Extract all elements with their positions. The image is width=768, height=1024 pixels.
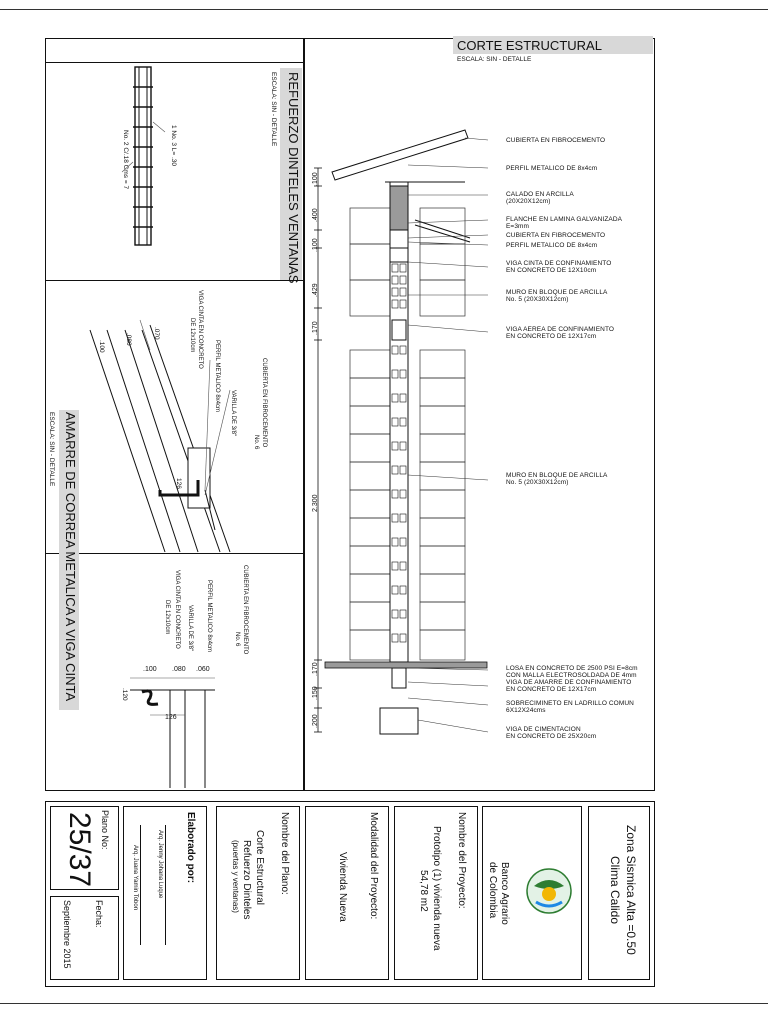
detail1-scale: ESCALA: SIN - DETALLE <box>270 72 277 147</box>
section-label-12: No. 5 (20X30X12cm) <box>506 296 569 303</box>
section-label-21: SOBRECIMINETO EN LADRILLO COMUN <box>506 700 634 707</box>
proyecto-line-2: 54,78 m2 <box>418 870 429 912</box>
detail1-note-1: 1 No. 3 L= .30 <box>170 125 177 167</box>
section-label-4: (20X20X12cm) <box>506 198 551 205</box>
elaborado-sign-line-1 <box>165 825 166 945</box>
detail2-note-1: CUBIERTA EN FIBROCEMENTO <box>261 358 267 448</box>
zona-line-2: Clima Calido <box>608 856 622 925</box>
detail2-dim-3: .100 <box>98 340 105 353</box>
bank-logo-icon <box>524 866 574 916</box>
detail3-dim-2: .080 <box>172 666 186 673</box>
detail2-roof-drawing <box>80 290 280 555</box>
detail3-dim-4: .120 <box>121 688 128 701</box>
section-dim-2: .400 <box>312 208 319 222</box>
detail1-note-2: No. 2 C/.18 Cms = 7 <box>122 130 129 190</box>
section-dim-1: .100 <box>312 172 319 186</box>
proyecto-line-1: Prototipo (1) vivienda nueva <box>431 826 442 951</box>
zona-line-1: Zona Sismica Alta =0.50 <box>624 825 638 955</box>
wall-column <box>380 182 418 734</box>
detail2-dim-1: .070 <box>153 327 160 340</box>
fecha-value: Septiembre 2015 <box>62 900 72 969</box>
detail1-rebar-drawing <box>120 62 270 262</box>
detail2-note-2: No. 6 <box>253 435 259 450</box>
detail2-note-4: VARILLA DE 3/8" <box>230 390 236 437</box>
top-page-line <box>0 9 768 10</box>
nombre-plano-line-1: Corte Estructural <box>254 830 265 906</box>
details-divider-1 <box>45 280 304 281</box>
section-dim-7: .170 <box>312 662 319 676</box>
detail3-dim-1: .100 <box>143 666 157 673</box>
detail2-scale: ESCALA: SIN - DETALLE <box>48 412 55 487</box>
section-label-7: CUBIERTA EN FIBROCEMENTO <box>506 232 606 239</box>
detail3-note-6: DE 12x10cm <box>164 600 170 635</box>
section-dim-6: 2.300 <box>312 494 319 512</box>
fecha-label: Fecha: <box>94 900 104 928</box>
section-title: CORTE ESTRUCTURAL <box>457 38 602 53</box>
section-dim-8: .150 <box>312 686 319 700</box>
detail3-connection-drawing <box>120 660 300 788</box>
author-1: Arq. Jenny Johana Luque <box>157 830 163 899</box>
section-label-2: PERFIL METALICO DE 8x4cm <box>506 165 598 172</box>
section-label-17: LOSA EN CONCRETO DE 2500 PSI E=8cm <box>506 665 638 672</box>
nombre-plano-label: Nombre del Plano: <box>279 812 290 895</box>
section-label-13: VIGA AEREA DE CONFINAMIENTO <box>506 326 615 333</box>
section-label-3: CALADO EN ARCILLA <box>506 191 574 198</box>
proyecto-label: Nombre del Proyecto: <box>456 812 467 909</box>
bank-line-1: Banco Agrario <box>499 862 510 925</box>
structural-section-drawing <box>310 120 490 740</box>
section-label-6: E=3mm <box>506 223 530 230</box>
section-dim-5: .170 <box>312 321 319 335</box>
section-label-15: MURO EN BLOQUE DE ARCILLA <box>506 472 608 479</box>
nombre-plano-line-2: Refuerzo Dinteles <box>241 840 252 920</box>
detail3-note-2: No. 6 <box>234 632 240 647</box>
detail2-note-5: VIGA CINTA EN CONCRETO <box>197 290 203 369</box>
author-2: Arq. Juana Yamin Tobon <box>132 845 138 911</box>
detail3-note-5: VIGA CINTA EN CONCRETO <box>174 570 180 649</box>
section-label-14: EN CONCRETO DE 12X17cm <box>506 333 597 340</box>
detail1-title: REFUERZO DINTELES VENTANAS <box>286 72 301 284</box>
section-label-1: CUBIERTA EN FIBROCEMENTO <box>506 137 606 144</box>
detail3-note-1: CUBIERTA EN FIBROCEMENTO <box>242 565 248 655</box>
detail3-note-3: PERFIL METALICO 8x4cm <box>206 580 212 653</box>
detail1-beam <box>135 67 151 245</box>
modalidad-value: Vivienda Nueva <box>337 852 348 922</box>
detail1-stirrups <box>133 87 153 227</box>
elaborado-sign-line-2 <box>140 825 141 945</box>
detail2-dim-4: 126 <box>175 478 182 489</box>
section-label-18: CON MALLA ELECTROSOLDADA DE 4mm <box>506 672 637 679</box>
plano-label: Plano No: <box>100 810 110 850</box>
section-label-19: VIGA DE AMARRE DE CONFINAMIENTO <box>506 679 632 686</box>
fecha-box <box>50 896 119 980</box>
section-label-10: EN CONCRETO DE 12X10cm <box>506 267 597 274</box>
section-label-23: VIGA DE CIMENTACION <box>506 726 581 733</box>
section-label-9: VIGA CINTA DE CONFINAMIENTO <box>506 260 612 267</box>
detail3-note-4: VARILLA DE 3/8" <box>187 605 193 652</box>
section-label-22: 6X12X24cms <box>506 707 546 714</box>
section-label-11: MURO EN BLOQUE DE ARCILLA <box>506 289 608 296</box>
detail2-dim-2: .080 <box>125 333 132 346</box>
section-label-5: FLANCHE EN LAMINA GALVANIZADA <box>506 216 623 223</box>
detail3-dim-3: .060 <box>196 666 210 673</box>
bottom-page-line <box>0 1003 768 1004</box>
floor-slab <box>325 662 487 668</box>
elaborado-label: Elaborado por: <box>185 812 196 884</box>
section-label-16: No. 5 (20X30X12cm) <box>506 479 569 486</box>
section-scale: ESCALA: SIN - DETALLE <box>457 56 532 63</box>
detail2-note-3: PERFIL METALICO 8x4cm <box>214 340 220 413</box>
section-label-20: EN CONCRETO DE 12X17cm <box>506 686 597 693</box>
section-label-8: PERFIL METALICO DE 8x4cm <box>506 242 598 249</box>
detail2-note-6: DE 12x10cm <box>189 318 195 353</box>
section-dim-9: .200 <box>312 714 319 728</box>
bank-line-2: de Colombia <box>487 862 498 919</box>
logo-sun <box>542 887 556 901</box>
section-label-24: EN CONCRETO DE 25X20cm <box>506 733 597 740</box>
plano-value: 25/37 <box>63 812 96 888</box>
section-dim-3: .100 <box>312 238 319 252</box>
detail2-title: AMARRE DE CORREA METALICA A VIGA CINTA <box>63 412 78 702</box>
dimension-line <box>314 168 322 732</box>
modalidad-label: Modalidad del Proyecto: <box>368 812 379 920</box>
nombre-plano-line-3: (puertas y ventanas) <box>231 840 240 913</box>
detail3-dim-5: 126 <box>165 714 177 721</box>
section-dim-4: .429 <box>312 283 319 297</box>
